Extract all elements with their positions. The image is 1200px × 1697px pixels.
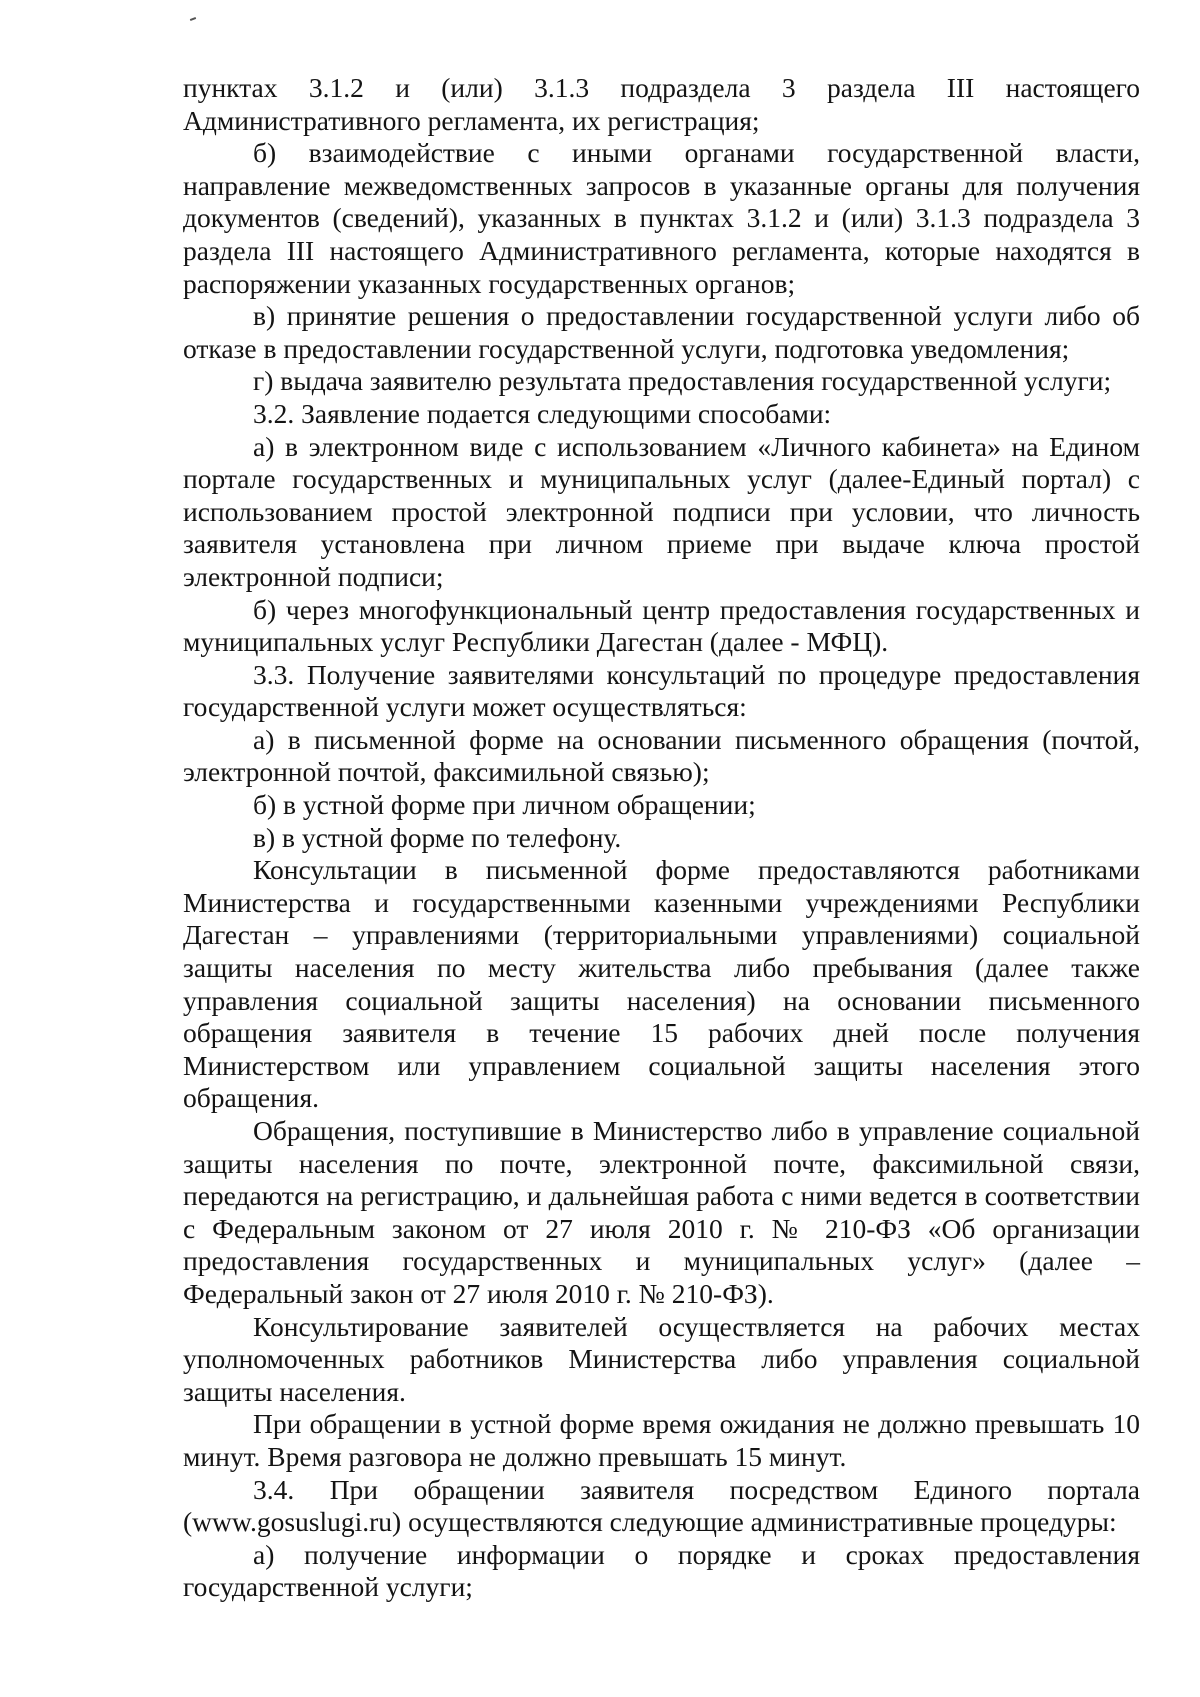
paragraph-3: в) принятие решения о предоставлении государственной услуги либо об отказе в предоставлении государственной услуги, подготовка уведомления; (183, 300, 1140, 364)
document-page (183, 72, 1140, 1604)
paragraph-15: При обращении в устной форме время ожидания не должно превышать 10 минут. Время разговора не должно превышать 15 минут. (183, 1408, 1140, 1472)
paragraph-13: Обращения, поступившие в Министерство либо в управление социальной защиты населения по почте, электронной почте, факсимильной связи, передаются на регистрацию, и дальнейшая работа с ними ведется в соответствии с Федеральным законом от 27 июля 2010 г. № 210-ФЗ «Об организации предоставления государственных и муниципальных услуг» (далее – Федеральный закон от 27 июля 2010 г. № 210-ФЗ). (183, 1115, 1140, 1309)
scan-speck (190, 17, 196, 21)
paragraph-4: г) выдача заявителю результата предоставления государственной услуги; (253, 365, 1112, 397)
paragraph-8: 3.3. Получение заявителями консультаций по процедуре предоставления государственной услуги может осуществляться: (183, 658, 1140, 723)
paragraph-5: 3.2. Заявление подается следующими способами: (253, 397, 832, 429)
paragraph-14: Консультирование заявителей осуществляется на рабочих местах уполномоченных работников Министерства либо управления социальной защиты населения. (183, 1310, 1140, 1407)
paragraph-11: в) в устной форме по телефону. (253, 821, 622, 853)
paragraph-2: б) взаимодействие с иными органами государственной власти, направление межведомственных запросов в указанные органы для получения документов (сведений), указанных в пунктах 3.1.2 и (или) 3.1.3 подраздела 3 раздела III настоящего Административного регламента, которые находятся в распоряжении указанных государственных органов; (183, 137, 1140, 299)
paragraph-10: б) в устной форме при личном обращении; (253, 789, 756, 821)
paragraph-7: б) через многофункциональный центр предоставления государственных и муниципальных услуг Республики Дагестан (далее - МФЦ). (183, 593, 1140, 658)
paragraph-16: 3.4. При обращении заявителя посредством Единого портала (www.gosuslugi.ru) осуществляются следующие административные процедуры: (183, 1473, 1140, 1538)
paragraph-12: Консультации в письменной форме предоставляются работниками Министерства и государственными казенными учреждениями Республики Дагестан – управлениями (территориальными управлениями) социальной защиты населения по месту жительства либо пребывания (далее также управления социальной защиты населения) на основании письменного обращения заявителя в течение 15 рабочих дней после получения Министерством или управлением социальной защиты населения этого обращения. (183, 854, 1140, 1114)
paragraph-6: а) в электронном виде с использованием «Личного кабинета» на Едином портале государственных и муниципальных услуг (далее-Единый портал) с использованием простой электронной подписи при условии, что личность заявителя установлена при личном приеме при выдаче ключа простой электронной подписи; (183, 430, 1140, 592)
paragraph-1: пунктах 3.1.2 и (или) 3.1.3 подраздела 3 раздела III настоящего Административного регламента, их регистрация; (183, 72, 1140, 136)
paragraph-17: а) получение информации о порядке и сроках предоставления государственной услуги; (183, 1538, 1140, 1603)
paragraph-9: а) в письменной форме на основании письменного обращения (почтой, электронной почтой, факсимильной связью); (183, 723, 1140, 788)
